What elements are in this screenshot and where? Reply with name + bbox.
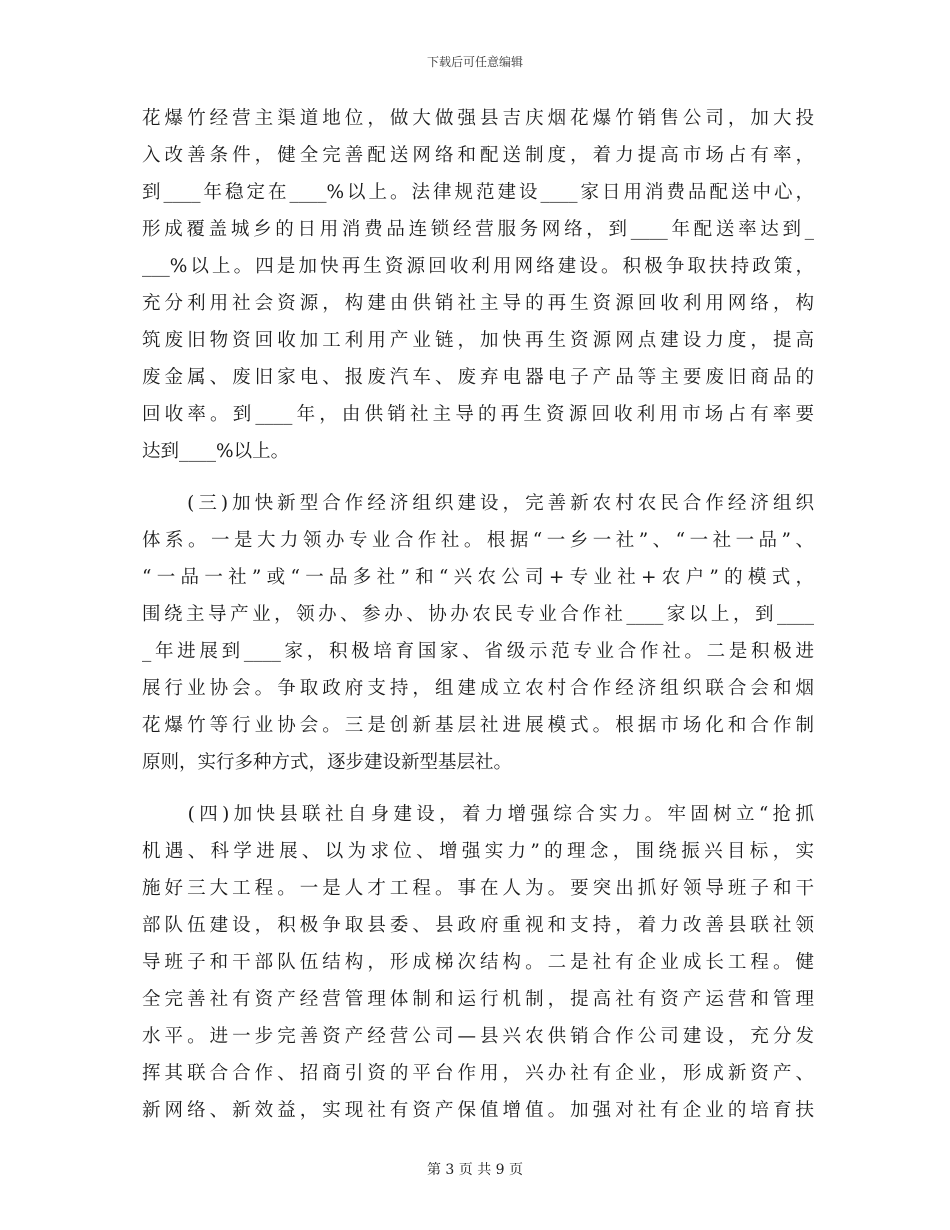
- text-line: 充分利用社会资源，构建由供销社主导的再生资源回收利用网络，构: [142, 293, 814, 314]
- text-line: 全完善社有资产经营管理体制和运行机制，提高社有资产运营和管理: [142, 989, 814, 1010]
- text-line: 导班子和干部队伍结构，形成梯次结构。二是社有企业成长工程。健: [142, 952, 814, 973]
- text-line: 原则，实行多种方式，逐步建设新型基层社。: [142, 752, 513, 773]
- text-line: 回收率。到____年，由供销社主导的再生资源回收利用市场占有率要: [142, 404, 814, 425]
- text-line: 部队伍建设，积极争取县委、县政府重视和支持，着力改善县联社领: [142, 915, 814, 936]
- paragraph-spacer: [142, 470, 814, 485]
- text-line: 花爆竹经营主渠道地位，做大做强县吉庆烟花爆竹销售公司，加大投: [142, 108, 814, 129]
- text-line: 入改善条件，健全完善配送网络和配送制度，着力提高市场占有率，: [142, 145, 814, 166]
- text-line: 废金属、废旧家电、报废汽车、废弃电器电子产品等主要废旧商品的: [142, 367, 814, 388]
- text-line: 施好三大工程。一是人才工程。事在人为。要突出抓好领导班子和干: [142, 878, 814, 899]
- paragraph-1: [142, 100, 814, 470]
- text-line: ___%以上。四是加快再生资源回收利用网络建设。积极争取扶持政策，: [142, 256, 814, 277]
- text-line: 形成覆盖城乡的日用消费品连锁经营服务网络，到____年配送率达到_: [142, 219, 814, 240]
- paragraph-spacer: [142, 781, 814, 796]
- text-line: 水平。进一步完善资产经营公司—县兴农供销合作公司建设，充分发: [142, 1026, 814, 1047]
- document-body: [142, 100, 814, 1129]
- text-line: “一品一社”或“一品多社”和“兴农公司+专业社+农户”的模式，: [142, 567, 814, 588]
- page-footer: 第 3 页 共 9 页: [426, 1162, 524, 1178]
- text-line: 挥其联合合作、招商引资的平台作用，兴办社有企业，形成新资产、: [142, 1063, 814, 1084]
- text-line: 机遇、科学进展、以为求位、增强实力”的理念，围绕振兴目标，实: [142, 841, 814, 862]
- text-line: 达到____%以上。: [142, 441, 290, 462]
- text-line: 新网络、新效益，实现社有资产保值增值。加强对社有企业的培育扶: [142, 1100, 814, 1121]
- text-line: 筑废旧物资回收加工利用产业链，加快再生资源网点建设力度，提高: [142, 330, 814, 351]
- text-line: _年进展到____家，积极培育国家、省级示范专业合作社。二是积极进: [142, 641, 814, 662]
- text-line: (四)加快县联社自身建设，着力增强综合实力。牢固树立“抢抓: [142, 804, 814, 825]
- paragraph-2: [142, 485, 814, 781]
- text-line: 花爆竹等行业协会。三是创新基层社进展模式。根据市场化和合作制: [142, 715, 814, 736]
- text-line: 展行业协会。争取政府支持，组建成立农村合作经济组织联合会和烟: [142, 678, 814, 699]
- text-line: 围绕主导产业，领办、参办、协办农民专业合作社____家以上，到____: [142, 604, 814, 625]
- text-line: 到____年稳定在____%以上。法律规范建设____家日用消费品配送中心，: [142, 182, 814, 203]
- text-line: 体系。一是大力领办专业合作社。根据“一乡一社”、“一社一品”、: [142, 530, 814, 551]
- paragraph-3: [142, 796, 814, 1129]
- page-header: 下载后可任意编辑: [426, 55, 523, 69]
- text-line: (三)加快新型合作经济组织建设，完善新农村农民合作经济组织: [142, 493, 814, 514]
